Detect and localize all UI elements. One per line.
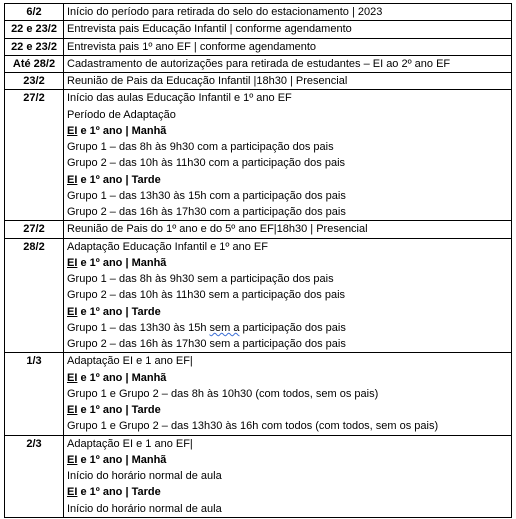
group-heading xyxy=(67,304,508,320)
group-heading xyxy=(67,484,508,500)
row-description xyxy=(64,90,512,221)
line-text: Reunião de Pais do 1º ano e do 5º ano EF|18h30 | Presencial xyxy=(67,223,368,236)
line-text: Grupo 1 e Grupo 2 – das 8h às 10h30 (com todos, sem os pais) xyxy=(67,387,379,400)
level-abbreviation: EI xyxy=(67,453,78,466)
row-description xyxy=(64,238,512,353)
line-text: Entrevista pais 1º ano EF | conforme agendamento xyxy=(67,40,317,53)
line-text: Adaptação EI e 1 ano EF| xyxy=(67,355,193,368)
description-line xyxy=(67,4,508,20)
schedule-row xyxy=(5,238,512,353)
row-date: 22 e 23/2 xyxy=(5,38,64,55)
description-line xyxy=(67,418,508,434)
description-line xyxy=(67,221,508,237)
row-date: 6/2 xyxy=(5,4,64,21)
level-abbreviation: EI xyxy=(67,486,78,499)
line-text: Grupo 2 – das 10h às 11h30 sem a participação dos pais xyxy=(67,289,346,302)
line-text: Grupo 1 – das 8h às 9h30 sem a participação dos pais xyxy=(67,273,334,285)
description-line xyxy=(67,139,508,155)
description-line xyxy=(67,336,508,352)
line-text: e 1º ano | Manhã xyxy=(77,371,167,384)
description-line xyxy=(67,386,508,402)
description-line xyxy=(67,320,508,336)
line-text: e 1º ano | Tarde xyxy=(77,404,161,416)
schedule-row xyxy=(5,353,512,435)
level-abbreviation: EI xyxy=(67,305,78,318)
group-heading xyxy=(67,370,508,386)
row-description xyxy=(64,221,512,238)
description-line xyxy=(67,39,508,55)
line-text: Início do horário normal de aula xyxy=(67,470,222,482)
line-text: participação dos pais xyxy=(239,321,346,334)
line-text: Início das aulas Educação Infantil e 1º ano EF xyxy=(67,92,292,105)
row-date: 22 e 23/2 xyxy=(5,21,64,38)
description-line xyxy=(67,204,508,220)
description-line xyxy=(67,501,508,517)
group-heading xyxy=(67,172,508,188)
schedule-row xyxy=(5,221,512,238)
line-text: Adaptação EI e 1 ano EF| xyxy=(67,437,193,450)
line-text: e 1º ano | Tarde xyxy=(77,305,161,318)
description-line xyxy=(67,436,508,452)
line-prefix: Grupo 1 – das 13h30 às 15h xyxy=(67,321,210,334)
description-line xyxy=(67,56,508,72)
group-heading xyxy=(67,255,508,271)
row-description xyxy=(64,21,512,38)
schedule-row xyxy=(5,4,512,21)
line-text: Grupo 1 – das 13h30 às 15h com a participação dos pais xyxy=(67,189,346,202)
line-text: Início do período para retirada do selo do estacionamento | 2023 xyxy=(67,6,383,18)
schedule-row xyxy=(5,90,512,221)
row-date: 23/2 xyxy=(5,73,64,90)
line-text: e 1º ano | Manhã xyxy=(77,453,167,466)
line-text: Período de Adaptação xyxy=(67,108,176,121)
line-text: Grupo 2 – das 16h às 17h30 com a participação dos pais xyxy=(67,206,346,218)
row-description xyxy=(64,55,512,72)
description-line xyxy=(67,239,508,255)
description-line xyxy=(67,468,508,484)
schedule-row xyxy=(5,38,512,55)
row-description xyxy=(64,73,512,90)
level-abbreviation: EI xyxy=(67,404,78,416)
calendar-body xyxy=(5,4,512,518)
description-line xyxy=(67,107,508,123)
line-text: e 1º ano | Manhã xyxy=(77,124,167,137)
schedule-row xyxy=(5,73,512,90)
schedule-row xyxy=(5,55,512,72)
group-heading xyxy=(67,402,508,418)
description-line xyxy=(67,155,508,171)
group-heading xyxy=(67,123,508,139)
line-text: e 1º ano | Tarde xyxy=(77,486,161,499)
row-date: 27/2 xyxy=(5,221,64,238)
row-description xyxy=(64,4,512,21)
schedule-row xyxy=(5,21,512,38)
line-text: Entrevista pais Educação Infantil | conforme agendamento xyxy=(67,23,352,36)
description-line xyxy=(67,271,508,287)
description-line xyxy=(67,188,508,204)
line-text: Grupo 2 – das 16h às 17h30 sem a participação dos pais xyxy=(67,338,346,350)
description-line xyxy=(67,353,508,369)
description-line xyxy=(67,90,508,106)
line-text: Grupo 1 – das 8h às 9h30 com a participação dos pais xyxy=(67,141,334,153)
line-text: Grupo 1 e Grupo 2 – das 13h30 às 16h com todos (com todos, sem os pais) xyxy=(67,420,439,433)
row-date: Até 28/2 xyxy=(5,55,64,72)
level-abbreviation: EI xyxy=(67,256,78,269)
line-text: Início do horário normal de aula xyxy=(67,502,222,515)
line-text: Reunião de Pais da Educação Infantil |18h30 | Presencial xyxy=(67,75,348,87)
spellcheck-flagged-text: sem a xyxy=(209,321,240,334)
line-text: Cadastramento de autorizações para retirada de estudantes – EI ao 2º ano EF xyxy=(67,57,451,70)
description-line xyxy=(67,73,508,89)
schedule-row xyxy=(5,435,512,517)
level-abbreviation: EI xyxy=(67,371,78,384)
row-date: 28/2 xyxy=(5,238,64,353)
group-heading xyxy=(67,452,508,468)
line-text: e 1º ano | Tarde xyxy=(77,173,161,186)
row-description xyxy=(64,435,512,517)
calendar-table xyxy=(4,3,512,518)
row-description xyxy=(64,353,512,435)
description-line xyxy=(67,21,508,37)
row-description xyxy=(64,38,512,55)
row-date: 2/3 xyxy=(5,435,64,517)
level-abbreviation: EI xyxy=(67,124,78,137)
line-text: Grupo 2 – das 10h às 11h30 com a participação dos pais xyxy=(67,157,346,170)
description-line xyxy=(67,287,508,303)
line-text: Adaptação Educação Infantil e 1º ano EF xyxy=(67,240,268,253)
row-date: 1/3 xyxy=(5,353,64,435)
row-date: 27/2 xyxy=(5,90,64,221)
line-text: e 1º ano | Manhã xyxy=(77,256,167,269)
level-abbreviation: EI xyxy=(67,173,78,186)
